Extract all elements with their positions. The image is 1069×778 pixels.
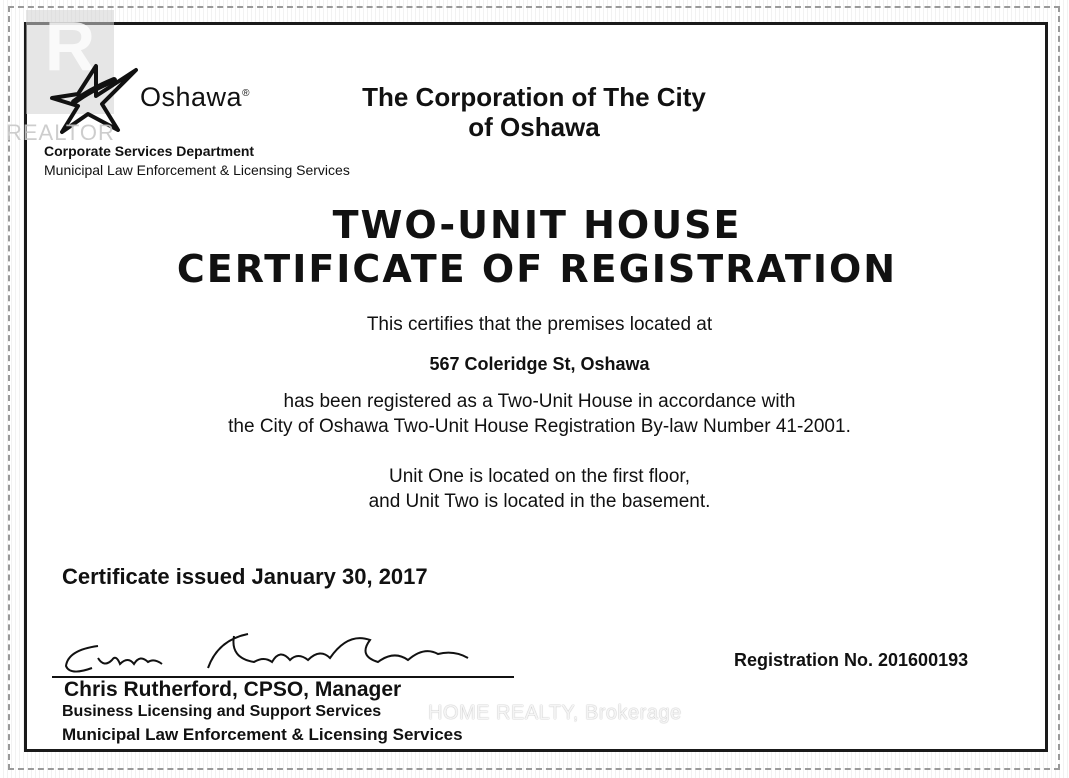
registration-number: Registration No. 201600193 [734,650,969,670]
certificate-title [80,203,994,291]
logo-wordmark: Oshawa® [140,82,250,112]
signatory-name: Chris Rutherford, CPSO, Manager [64,678,402,701]
registered-text-line-1: has been registered as a Two-Unit House in accordance with [283,391,796,412]
signatory-role-2: Municipal Law Enforcement & Licensing Services [62,725,463,744]
brokerage-watermark: HOME REALTY, Brokerage [428,702,682,724]
premises-address: 567 Coleridge St, Oshawa [429,354,650,374]
signatory-role-1: Business Licensing and Support Services [62,703,382,720]
realtor-mark: REALTOR [6,120,115,145]
handwritten-signature [58,628,488,680]
units-text-line-1: Unit One is located on the first floor, [389,466,690,487]
division-name: Municipal Law Enforcement & Licensing Services [44,162,350,178]
units-text-line-2: and Unit Two is located in the basement. [368,491,711,512]
certifies-text: This certifies that the premises located at [366,314,713,335]
department-name: Corporate Services Department [44,143,255,159]
title-line-2: CERTIFICATE OF REGISTRATION [176,247,898,291]
issue-date: Certificate issued January 30, 2017 [62,564,428,589]
registered-text-line-2: the City of Oshawa Two-Unit House Registration By-law Number 41-2001. [228,416,851,437]
title-line-1: TWO-UNIT HOUSE [332,203,742,247]
corporation-title: The Corporation of The City of Oshawa [362,82,706,142]
svg-text:R: R [44,8,96,85]
